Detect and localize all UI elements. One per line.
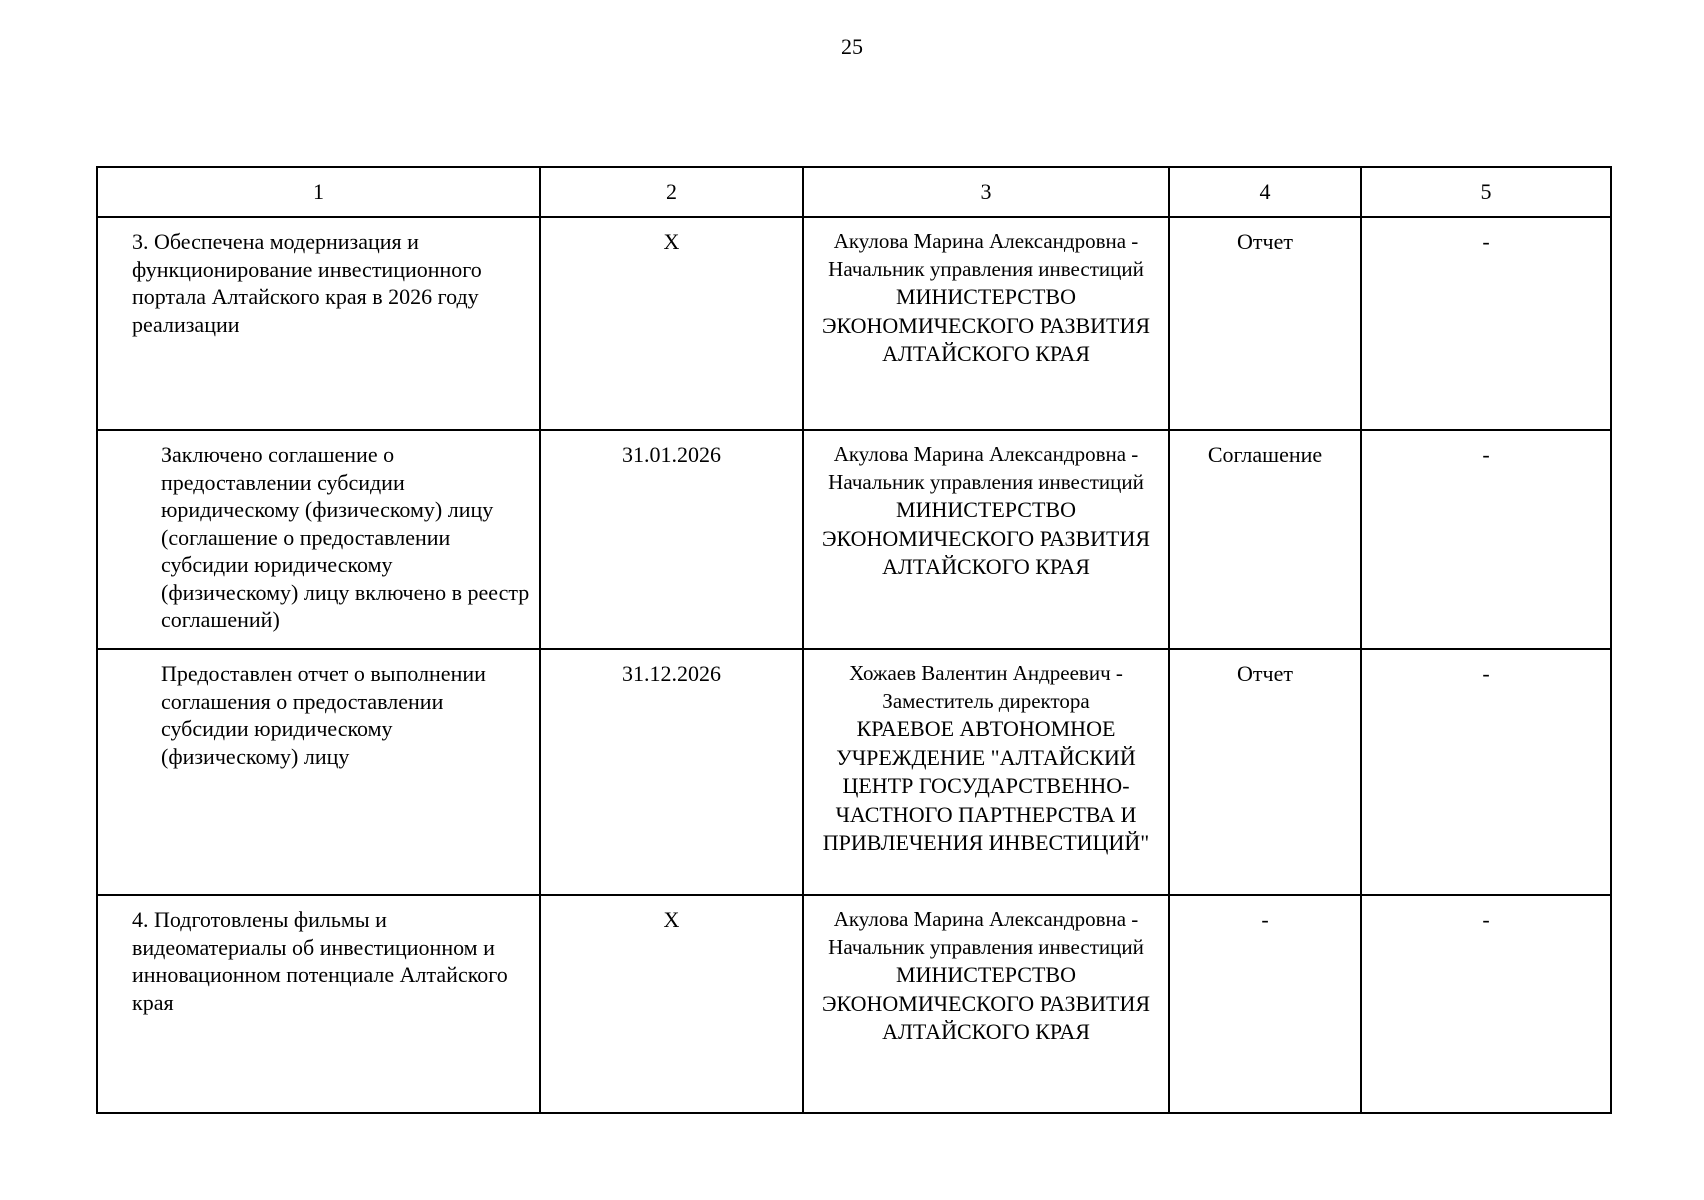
table-row bbox=[97, 649, 1611, 895]
confirming-document: Отчет bbox=[1237, 229, 1293, 254]
task-description: 4. Подготовлены фильмы и видеоматериалы об инвестиционном и инновационном потенциале Алтайского края bbox=[132, 907, 508, 1015]
column-header-4: 4 bbox=[1169, 167, 1361, 217]
column-5-cell bbox=[1361, 430, 1611, 649]
table-row bbox=[97, 895, 1611, 1113]
column-5-cell bbox=[1361, 895, 1611, 1113]
confirming-document: Отчет bbox=[1237, 661, 1293, 686]
column-header-5: 5 bbox=[1361, 167, 1611, 217]
responsible-cell bbox=[803, 649, 1169, 895]
description-cell bbox=[97, 649, 540, 895]
document-cell bbox=[1169, 649, 1361, 895]
event-description: Предоставлен отчет о выполнении соглашения о предоставлении субсидии юридическому (физическому) лицу bbox=[161, 661, 486, 769]
document-cell bbox=[1169, 430, 1361, 649]
column-header-3: 3 bbox=[803, 167, 1169, 217]
column-5-cell bbox=[1361, 649, 1611, 895]
task-description: 3. Обеспечена модернизация и функционирование инвестиционного портала Алтайского края в 2026 году реализации bbox=[132, 229, 482, 337]
table-header-row bbox=[97, 167, 1611, 217]
column-5-value: - bbox=[1482, 907, 1490, 932]
due-date: X bbox=[663, 907, 680, 932]
responsible-organization: КРАЕВОЕ АВТОНОМНОЕ УЧРЕЖДЕНИЕ "АЛТАЙСКИЙ ЦЕНТР ГОСУДАРСТВЕННО-ЧАСТНОГО ПАРТНЕРСТВА И ПРИВЛЕЧЕНИЯ ИНВЕСТИЦИЙ" bbox=[822, 716, 1150, 855]
column-5-cell bbox=[1361, 217, 1611, 430]
page-number: 25 bbox=[841, 34, 863, 59]
column-header-1: 1 bbox=[97, 167, 540, 217]
responsible-person: Акулова Марина Александровна - Начальник управления инвестиций bbox=[828, 229, 1144, 281]
due-date: 31.01.2026 bbox=[622, 442, 721, 467]
column-5-value: - bbox=[1482, 442, 1490, 467]
column-5-value: - bbox=[1482, 229, 1490, 254]
responsible-person: Акулова Марина Александровна - Начальник управления инвестиций bbox=[828, 442, 1144, 494]
date-cell bbox=[540, 649, 803, 895]
table-row bbox=[97, 217, 1611, 430]
due-date: 31.12.2026 bbox=[622, 661, 721, 686]
table-row bbox=[97, 430, 1611, 649]
description-cell bbox=[97, 430, 540, 649]
description-cell bbox=[97, 895, 540, 1113]
date-cell bbox=[540, 895, 803, 1113]
responsible-person: Хожаев Валентин Андреевич - Заместитель директора bbox=[849, 661, 1123, 713]
responsible-organization: МИНИСТЕРСТВО ЭКОНОМИЧЕСКОГО РАЗВИТИЯ АЛТАЙСКОГО КРАЯ bbox=[821, 284, 1151, 366]
responsible-organization: МИНИСТЕРСТВО ЭКОНОМИЧЕСКОГО РАЗВИТИЯ АЛТАЙСКОГО КРАЯ bbox=[821, 497, 1151, 579]
description-cell bbox=[97, 217, 540, 430]
responsible-cell bbox=[803, 217, 1169, 430]
date-cell bbox=[540, 430, 803, 649]
confirming-document: Соглашение bbox=[1207, 442, 1323, 467]
event-description: Заключено соглашение о предоставлении субсидии юридическому (физическому) лицу (соглашение о предоставлении субсидии юридическому (физическому) лицу включено в реестр соглашений) bbox=[161, 442, 530, 632]
responsible-person: Акулова Марина Александровна - Начальник управления инвестиций bbox=[828, 907, 1144, 959]
column-5-value: - bbox=[1482, 661, 1490, 686]
responsible-organization: МИНИСТЕРСТВО ЭКОНОМИЧЕСКОГО РАЗВИТИЯ АЛТАЙСКОГО КРАЯ bbox=[821, 962, 1151, 1044]
due-date: X bbox=[663, 229, 680, 254]
responsible-cell bbox=[803, 895, 1169, 1113]
document-cell bbox=[1169, 217, 1361, 430]
confirming-document: - bbox=[1261, 907, 1269, 932]
column-header-2: 2 bbox=[540, 167, 803, 217]
plan-table bbox=[96, 166, 1612, 1114]
document-cell bbox=[1169, 895, 1361, 1113]
date-cell bbox=[540, 217, 803, 430]
responsible-cell bbox=[803, 430, 1169, 649]
